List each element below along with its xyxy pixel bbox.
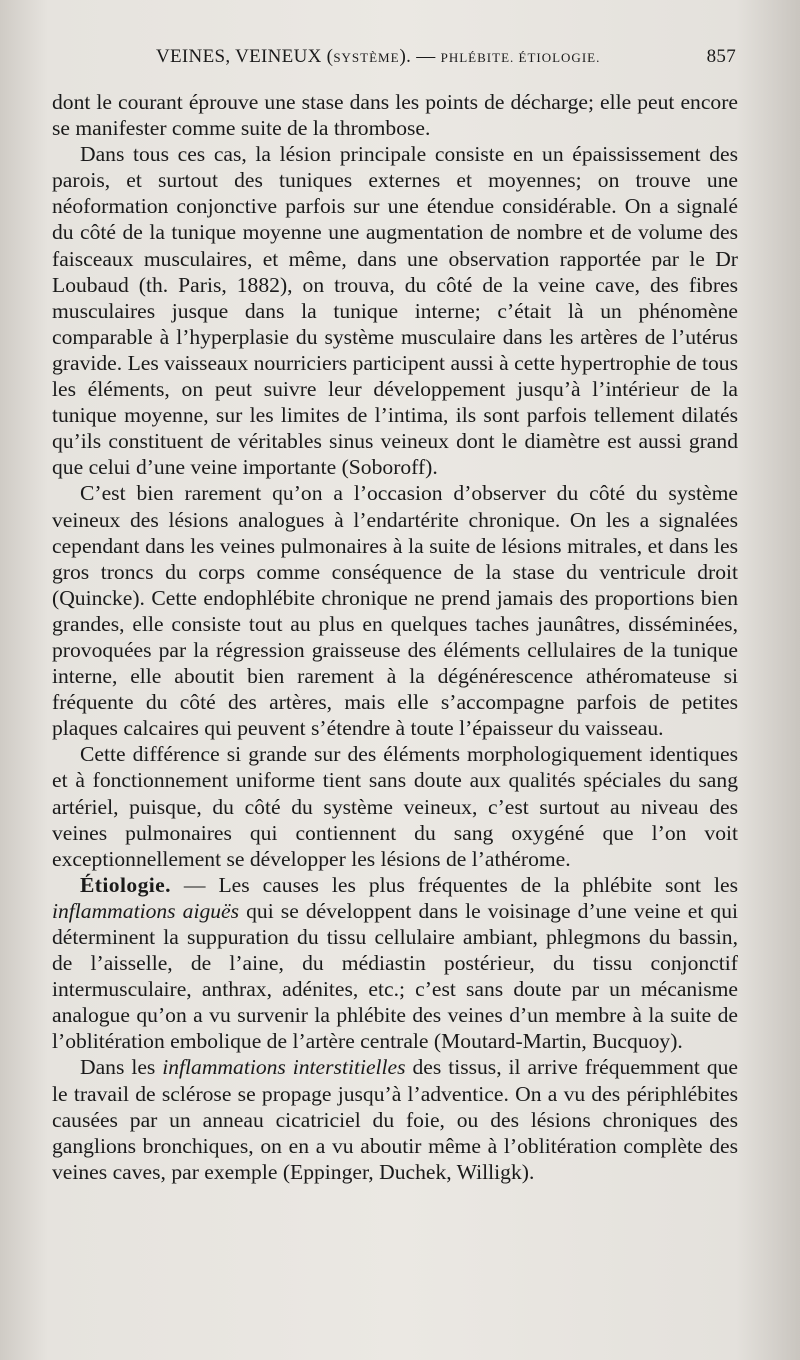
interstitielles-text-2: des tissus, il arrive fréquemment que le travail de sclérose se propage jusqu’à l’adventice. On a vu des périphlébites causées par un anneau cicatriciel du foie, ou des lésions chroniques des ganglions bronchiques, on en a vu aboutir même à l’oblitération complète des veines caves, par exemple (Eppinger, Duchek, Willigk).: [52, 1055, 738, 1184]
paragraph-etiologie: [52, 872, 738, 1055]
page-number: 857: [706, 46, 736, 67]
header-title: VEINES, VEINEUX (: [156, 46, 334, 67]
header-section: PHLÉBITE. ÉTIOLOGIE.: [440, 50, 601, 65]
header-title-smallcaps: SYSTÈME: [333, 50, 400, 65]
running-header: [52, 46, 740, 76]
emphasis-inflammations-aigues: inflammations aiguës: [52, 898, 240, 923]
running-title: [156, 46, 600, 68]
paragraph-endophlebite: C’est bien rarement qu’on a l’occasion d’observer du côté du système veineux des lésions analogues à l’endartérite chronique. On les a signalées cependant dans les veines pulmonaires à la suite de lésions mitrales, et dans les gros troncs du corps comme conséquence de la stase du ventricule droit (Quincke). Cette endophlébite chronique ne prend jamais des proportions bien grandes, elle consiste tout au plus en quelques taches jaunâtres, disséminées, provoquées par la régression graisseuse des éléments cellulaires de la tunique interne, elle aboutit bien rarement à la dégénérescence athéromateuse si fréquente du côté des artères, mais elle s’accompagne parfois de petites plaques calcaires qui peuvent s’étendre à toute l’épaisseur du vaisseau.: [52, 481, 738, 741]
body-text: [52, 89, 738, 1185]
interstitielles-text-1: Dans les: [80, 1055, 163, 1080]
paragraph-interstitielles: [52, 1054, 738, 1184]
paragraph-lesions: Dans tous ces cas, la lésion principale consiste en un épaississement des parois, et surtout des tuniques externes et moyennes; on trouve une néoformation conjonctive parfois sur une étendue considérable. On a signalé du côté de la tunique moyenne une augmentation de nombre et de volume des faisceaux musculaires, et même, dans une observation rapportée par le Dr Loubaud (th. Paris, 1882), on trouva, du côté de la veine cave, des fibres musculaires jusque dans la tunique interne; c’était là un phénomène comparable à l’hyperplasie du système musculaire dans les artères de l’utérus gravide. Les vaisseaux nourriciers participent aussi à cette hypertrophie de tous les éléments, on peut suivre leur développement jusqu’à l’intérieur de la tunique moyenne, sur les limites de l’intima, ils sont parfois tellement dilatés qu’ils constituent de véritables sinus veineux dont le diamètre est aussi grand que celui d’une veine importante (Soboroff).: [52, 142, 738, 480]
paragraph-continuation: dont le courant éprouve une stase dans les points de décharge; elle peut encore se manifester comme suite de la thrombose.: [52, 90, 738, 141]
etiologie-text-2: qui se développent dans le voisinage d’une veine et qui déterminent la suppuration du tissu cellulaire ambiant, phlegmons du bassin, de l’aisselle, de l’aine, du médiastin postérieur, du tissu conjonctif intermusculaire, anthrax, adénites, etc.; c’est sans doute par un mécanisme analogue qu’on a vu survenir la phlébite des veines d’un membre à la suite de l’oblitération embolique de l’artère centrale (Moutard-Martin, Bucquoy).: [52, 898, 738, 1054]
emphasis-inflammations-interstitielles: inflammations interstitielles: [162, 1055, 406, 1080]
header-title-dash: ). —: [399, 46, 441, 67]
paragraph-difference: Cette différence si grande sur des éléments morphologiquement identiques et à fonctionnement uniforme tient sans doute aux qualités spéciales du sang artériel, puisque, du côté du système veineux, c’est surtout au niveau des veines pulmonaires qui contiennent du sang oxygéné que l’on voit exceptionnellement se développer les lésions de l’athérome.: [52, 742, 738, 871]
section-heading-etiologie: Étiologie.: [80, 872, 171, 897]
etiologie-text-1: — Les causes les plus fréquentes de la phlébite sont les: [170, 872, 738, 897]
